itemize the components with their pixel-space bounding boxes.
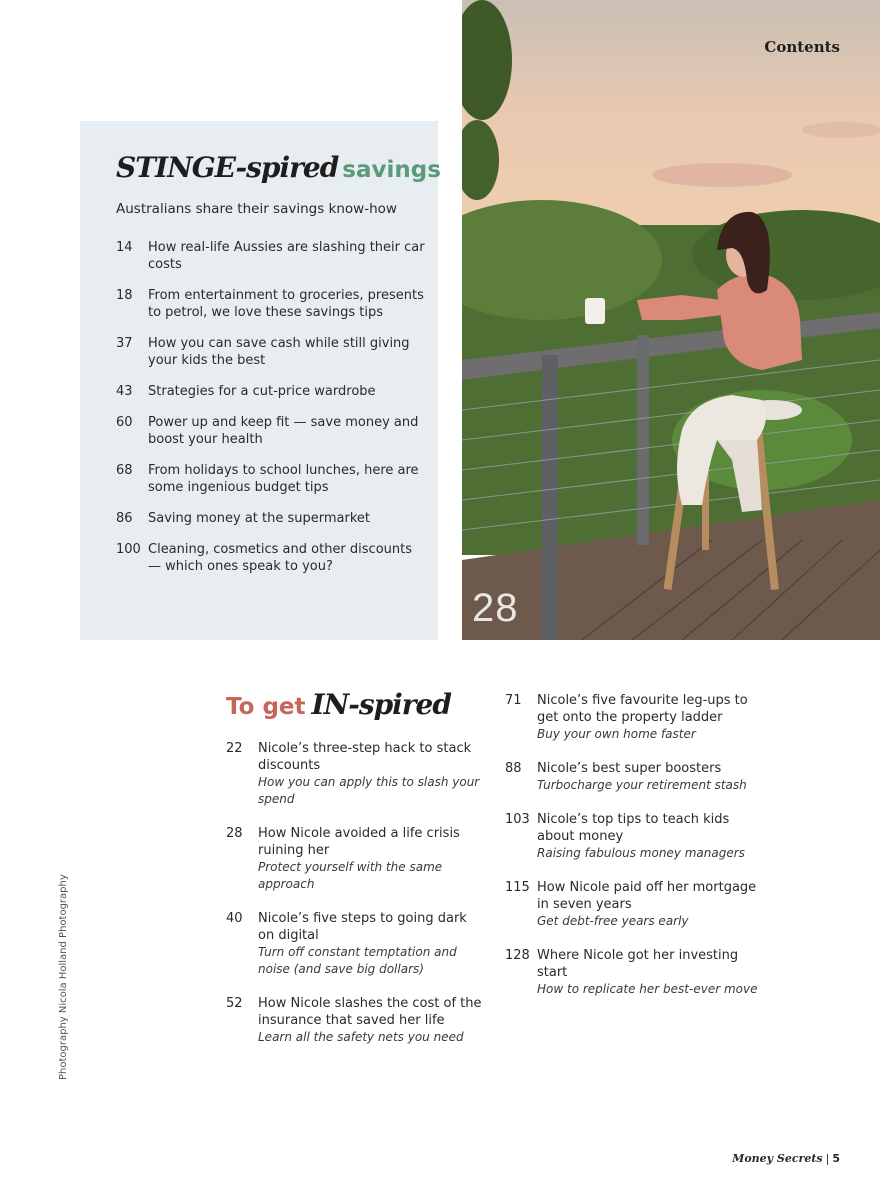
page-number: 14	[116, 240, 133, 255]
stinge-panel	[80, 121, 441, 640]
list-item[interactable]	[116, 414, 426, 448]
panel-subtitle: Australians share their savings know-how	[116, 201, 397, 217]
page-number: 60	[116, 415, 133, 430]
page-number: 103	[505, 812, 530, 827]
item-title: Where Nicole got her investing start	[537, 948, 739, 980]
item-text: From holidays to school lunches, here are some ingenious budget tips	[148, 463, 419, 495]
item-subtitle: How you can apply this to slash your spend	[258, 775, 480, 806]
list-item[interactable]	[505, 760, 765, 794]
list-item[interactable]	[505, 811, 765, 862]
item-title: Nicole’s five favourite leg-ups to get onto the property ladder	[537, 693, 748, 725]
list-item[interactable]	[226, 995, 486, 1046]
page-number: 115	[505, 880, 530, 895]
list-item[interactable]	[116, 510, 426, 527]
woman-on-deck-illustration	[462, 0, 880, 640]
inspired-title	[226, 688, 451, 721]
item-text: From entertainment to groceries, presents to petrol, we love these savings tips	[148, 288, 424, 320]
page-number: 68	[116, 463, 133, 478]
item-title: How Nicole avoided a life crisis ruining her	[258, 826, 460, 858]
list-item[interactable]	[505, 692, 765, 743]
page-number: 86	[116, 511, 133, 526]
panel-title-script: STINGE-spired	[116, 151, 339, 184]
item-title: Nicole’s top tips to teach kids about money	[537, 812, 730, 844]
item-text: How real-life Aussies are slashing their car costs	[148, 240, 425, 272]
item-subtitle: How to replicate her best-ever move	[537, 982, 758, 996]
contents-label: Contents	[764, 38, 840, 56]
item-title: How Nicole slashes the cost of the insurance that saved her life	[258, 996, 482, 1028]
magazine-name: Money Secrets	[732, 1152, 823, 1165]
page-number: 28	[226, 826, 243, 841]
list-item[interactable]	[116, 462, 426, 496]
page-footer	[732, 1152, 840, 1165]
item-subtitle: Raising fabulous money managers	[537, 846, 745, 860]
item-text: How you can save cash while still giving your kids the best	[148, 336, 410, 368]
item-text: Saving money at the supermarket	[148, 511, 371, 526]
list-item[interactable]	[116, 287, 426, 321]
item-text: Power up and keep fit — save money and boost your health	[148, 415, 419, 447]
page-number: 88	[505, 761, 522, 776]
cover-photo	[462, 0, 880, 640]
page-number: 37	[116, 336, 133, 351]
list-item[interactable]	[116, 383, 426, 400]
item-text: Strategies for a cut-price wardrobe	[148, 384, 376, 399]
list-item[interactable]	[116, 335, 426, 369]
page-number: 5	[832, 1152, 840, 1165]
list-item[interactable]	[116, 541, 426, 575]
page-number: 22	[226, 741, 243, 756]
item-subtitle: Get debt-free years early	[537, 914, 689, 928]
item-subtitle: Turn off constant temptation and noise (and save big dollars)	[258, 945, 457, 976]
list-item[interactable]	[226, 740, 486, 808]
page-number: 18	[116, 288, 133, 303]
inspired-left-column	[226, 740, 486, 1063]
panel-title-accent: savings	[342, 157, 441, 183]
page-number: 40	[226, 911, 243, 926]
photo-page-number: 28	[472, 586, 519, 630]
inspired-right-column	[505, 692, 765, 1015]
list-item[interactable]	[505, 947, 765, 998]
item-subtitle: Learn all the safety nets you need	[258, 1030, 464, 1044]
panel-list	[116, 239, 426, 589]
list-item[interactable]	[226, 825, 486, 893]
photo-credit: Photography Nicola Holland Photography	[58, 874, 69, 1080]
list-item[interactable]	[226, 910, 486, 978]
item-title: Nicole’s three-step hack to stack discounts	[258, 741, 472, 773]
list-item[interactable]	[116, 239, 426, 273]
footer-separator: |	[825, 1152, 830, 1165]
item-subtitle: Turbocharge your retirement stash	[537, 778, 747, 792]
list-item[interactable]	[505, 879, 765, 930]
page-number: 71	[505, 693, 522, 708]
inspired-title-script: IN-spired	[311, 688, 451, 721]
item-subtitle: Protect yourself with the same approach	[258, 860, 443, 891]
page-number: 43	[116, 384, 133, 399]
item-title: Nicole’s five steps to going dark on digital	[258, 911, 467, 943]
panel-title	[116, 151, 441, 184]
item-text: Cleaning, cosmetics and other discounts — which ones speak to you?	[148, 542, 412, 574]
page-number: 52	[226, 996, 243, 1011]
item-title: How Nicole paid off her mortgage in seven years	[537, 880, 757, 912]
inspired-title-accent: To get	[226, 694, 306, 720]
item-title: Nicole’s best super boosters	[537, 761, 722, 776]
page-number: 128	[505, 948, 530, 963]
item-subtitle: Buy your own home faster	[537, 727, 696, 741]
page-number: 100	[116, 542, 141, 557]
